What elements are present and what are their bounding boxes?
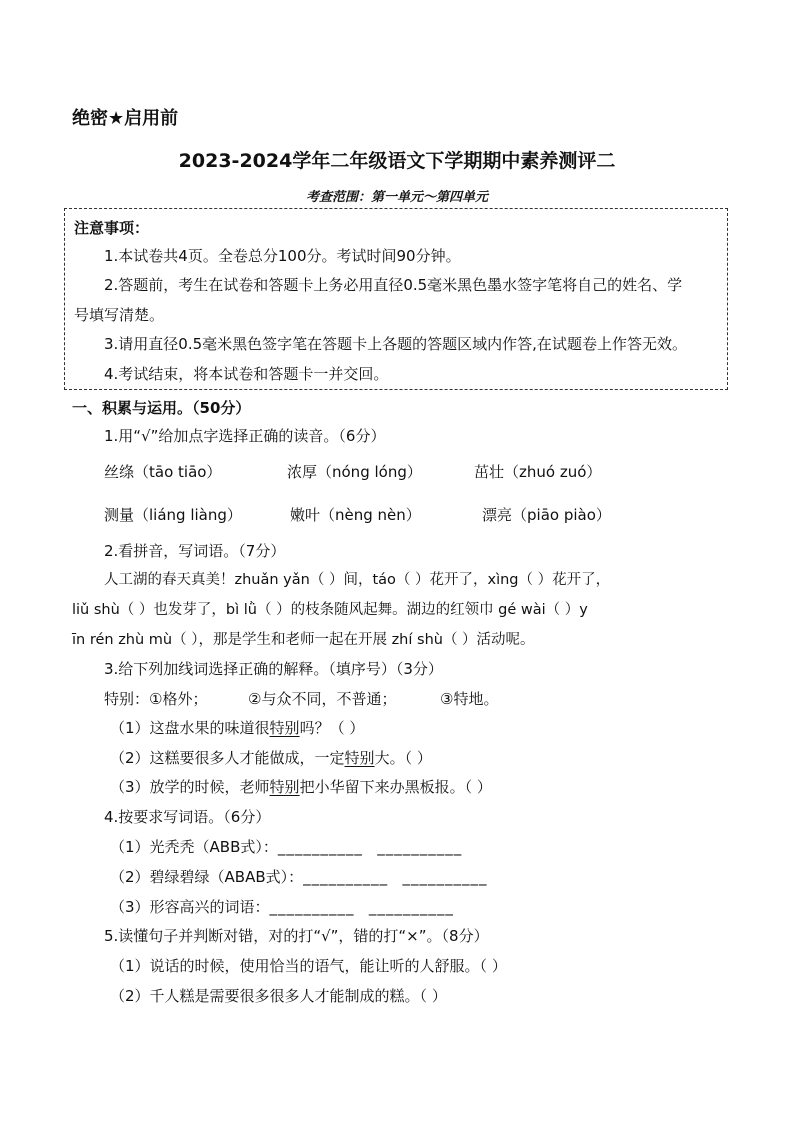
exam-scope: 考查范围：第一单元～第四单元	[305, 190, 488, 205]
q3-item-1	[110, 718, 364, 738]
q1-item-4: 测量（liáng liàng）	[104, 506, 242, 524]
q3-item-3-word: 特别	[269, 778, 300, 796]
q1-prompt: 1.用“√”给加点字选择正确的读音。（6分）	[104, 427, 386, 445]
q3-item-2-post: 大。（ ）	[374, 749, 432, 767]
q3-option-3: ③特地。	[440, 690, 499, 708]
q1-item-3: 茁壮（zhuó zuó）	[474, 463, 602, 481]
section-heading: 一、积累与运用。（50分）	[72, 399, 251, 417]
q4-item-1-blank-2[interactable]: __________	[377, 838, 463, 856]
q4-item-2-blank-2[interactable]: __________	[402, 868, 488, 886]
q1-item-6: 漂亮（piāo piào）	[482, 506, 611, 524]
notice-item-3: 3.请用直径0.5毫米黑色签字笔在答题卡上各题的答题区域内作答,在试题卷上作答无效。	[104, 335, 687, 353]
q4-prompt: 4.按要求写词语。（6分）	[104, 808, 271, 826]
q2-line-3: īn rén zhù mù（ ），那是学生和老师一起在开展 zhí shù（ ）活动呢。	[72, 632, 535, 648]
q1-item-5: 嫩叶（nèng nèn）	[290, 506, 421, 524]
q3-item-3-post: 把小华留下来办黑板报。（ ）	[299, 778, 492, 796]
q3-item-3-pre: （3）放学的时候，老师	[110, 778, 270, 796]
q4-item-3-label: （3）形容高兴的词语：	[110, 898, 270, 916]
q3-option-2: ②与众不同，不普通；	[248, 690, 397, 708]
notice-item-2: 2.答题前，考生在试卷和答题卡上务必用直径0.5毫米黑色墨水签字笔将自己的姓名、学	[104, 276, 683, 294]
q3-item-2-word: 特别	[344, 749, 375, 767]
notice-item-2-cont: 号填写清楚。	[74, 306, 165, 324]
q1-item-2: 浓厚（nóng lóng）	[287, 463, 422, 481]
q4-item-2-blank-1[interactable]: __________	[303, 868, 389, 886]
notice-box	[64, 208, 728, 390]
q4-item-3-blank-1[interactable]: __________	[269, 898, 355, 916]
q3-prompt: 3.给下列加线词选择正确的解释。（填序号）（3分）	[104, 660, 443, 678]
q4-item-1-blank-1[interactable]: __________	[277, 838, 363, 856]
notice-heading: 注意事项：	[74, 219, 150, 237]
q3-item-3	[110, 777, 492, 797]
q3-item-1-pre: （1）这盘水果的味道很	[110, 719, 270, 737]
q4-item-1	[110, 837, 462, 857]
q3-item-2	[110, 748, 432, 768]
confidential-label: 绝密★启用前	[72, 108, 179, 129]
q3-item-1-post: 吗？（ ）	[299, 719, 365, 737]
q3-option-1: 特别：①格外；	[104, 690, 208, 708]
q5-item-1: （1）说话的时候，使用恰当的语气，能让听的人舒服。（ ）	[110, 957, 507, 975]
q1-item-1: 丝绦（tāo tiāo）	[104, 463, 222, 481]
q4-item-3	[110, 897, 454, 917]
q2-prompt: 2.看拼音，写词语。（7分）	[104, 542, 286, 560]
q4-item-2	[110, 867, 487, 887]
q3-item-1-word: 特别	[269, 719, 300, 737]
q4-item-3-blank-2[interactable]: __________	[368, 898, 454, 916]
q2-line-2: liǔ shù（ ）也发芽了，bì lǜ（ ）的枝条随风起舞。湖边的红领巾 gé wài（ ）y	[72, 602, 588, 618]
q3-item-2-pre: （2）这糕要很多人才能做成，一定	[110, 749, 345, 767]
notice-item-4: 4.考试结束，将本试卷和答题卡一并交回。	[104, 365, 389, 383]
q2-line-1: 人工湖的春天真美！zhuǎn yǎn（ ）间，táo（ ）花开了，xìng（ ）花开了，	[104, 572, 611, 588]
exam-title: 2023-2024学年二年级语文下学期期中素养测评二	[178, 150, 616, 172]
q4-item-1-label: （1）光秃秃（ABB式）：	[110, 838, 278, 856]
notice-item-1: 1.本试卷共4页。全卷总分100分。考试时间90分钟。	[104, 247, 461, 265]
q5-prompt: 5.读懂句子并判断对错，对的打“√”，错的打“×”。（8分）	[104, 927, 489, 945]
q5-item-2: （2）千人糕是需要很多很多人才能制成的糕。（ ）	[110, 987, 447, 1005]
q4-item-2-label: （2）碧绿碧绿（ABAB式）：	[110, 868, 304, 886]
